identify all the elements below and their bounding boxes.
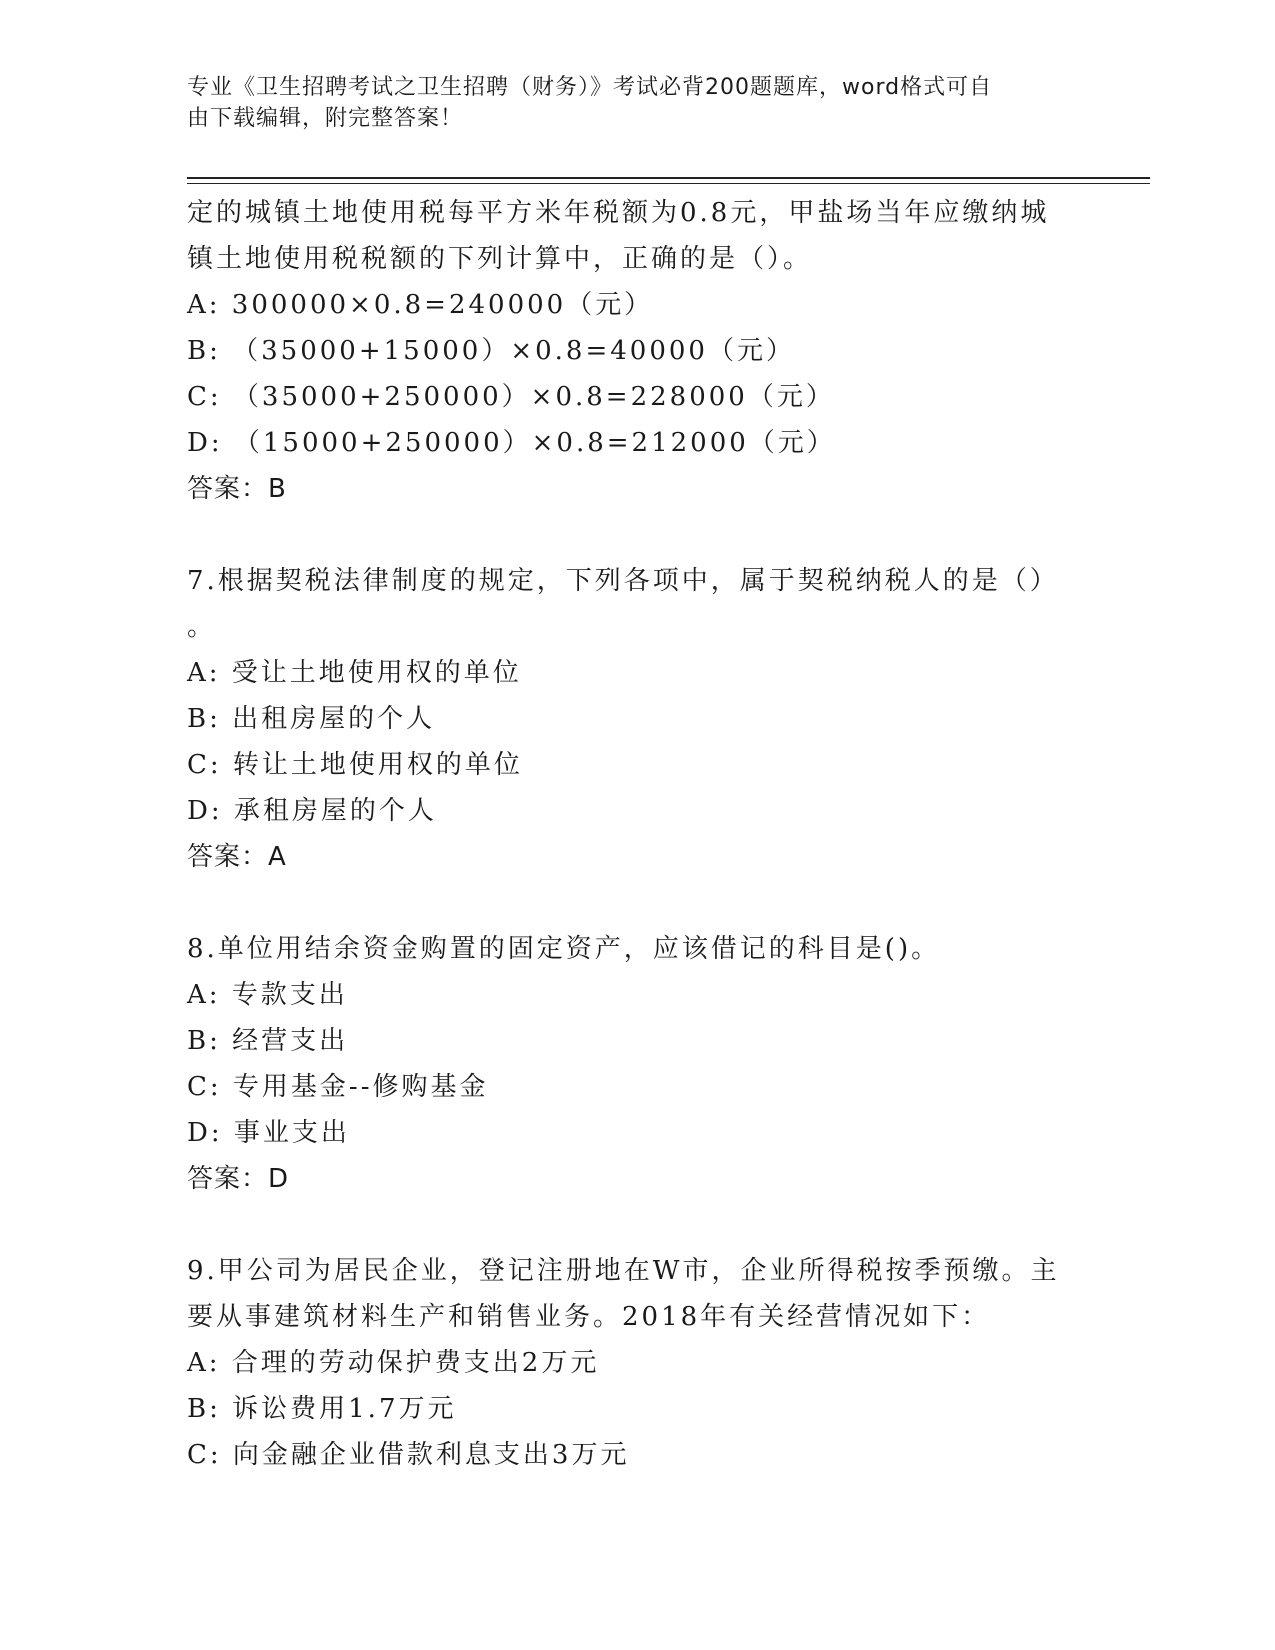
option-d: D: 事业支出: [187, 1118, 350, 1148]
option-b: B: （35000+15000）×0.8=40000（元）: [187, 336, 795, 366]
question-text: 要从事建筑材料生产和销售业务。2018年有关经营情况如下：: [187, 1302, 991, 1332]
option-c: C: 向金融企业借款利息支出3万元: [187, 1440, 630, 1470]
question-text: 8.单位用结余资金购置的固定资产，应该借记的科目是()。: [187, 934, 941, 964]
spacer: [187, 880, 1087, 926]
question-text: 。: [187, 612, 217, 642]
option-b: B: 出租房屋的个人: [187, 704, 436, 734]
answer: 答案：B: [187, 474, 287, 504]
option-d: D: 承租房屋的个人: [187, 796, 437, 826]
question-text: 定的城镇土地使用税每平方米年税额为0.8元，甲盐场当年应缴纳城: [187, 198, 1050, 228]
option-b: B: 经营支出: [187, 1026, 349, 1056]
header-line-1: 专业《卫生招聘考试之卫生招聘（财务）》考试必背200题题库，word格式可自: [187, 75, 993, 100]
option-c: C: 转让土地使用权的单位: [187, 750, 523, 780]
document-header: [187, 72, 1067, 134]
option-a: A: 合理的劳动保护费支出2万元: [187, 1348, 600, 1378]
header-line-2: 由下载编辑，附完整答案！: [187, 106, 464, 131]
question-text: 9.甲公司为居民企业，登记注册地在W市，企业所得税按季预缴。主: [187, 1256, 1060, 1286]
question-9: [187, 1248, 1087, 1478]
option-c: C: 专用基金--修购基金: [187, 1072, 489, 1102]
answer: 答案：A: [187, 842, 287, 872]
question-6: [187, 190, 1087, 512]
option-d: D: （15000+250000）×0.8=212000（元）: [187, 428, 836, 458]
option-a: A: 300000×0.8=240000（元）: [187, 290, 654, 320]
question-7: [187, 558, 1087, 880]
option-a: A: 专款支出: [187, 980, 348, 1010]
question-list: [187, 190, 1087, 1478]
header-divider-thick: [187, 177, 1150, 179]
option-b: B: 诉讼费用1.7万元: [187, 1394, 457, 1424]
option-a: A: 受让土地使用权的单位: [187, 658, 522, 688]
option-c: C: （35000+250000）×0.8=228000（元）: [187, 382, 835, 412]
question-text: 镇土地使用税税额的下列计算中，正确的是（）。: [187, 244, 813, 274]
spacer: [187, 1202, 1087, 1248]
answer: 答案：D: [187, 1164, 290, 1194]
question-text: 7.根据契税法律制度的规定，下列各项中，属于契税纳税人的是（）: [187, 566, 1059, 596]
header-divider-thin: [187, 183, 1150, 184]
question-8: [187, 926, 1087, 1202]
spacer: [187, 512, 1087, 558]
